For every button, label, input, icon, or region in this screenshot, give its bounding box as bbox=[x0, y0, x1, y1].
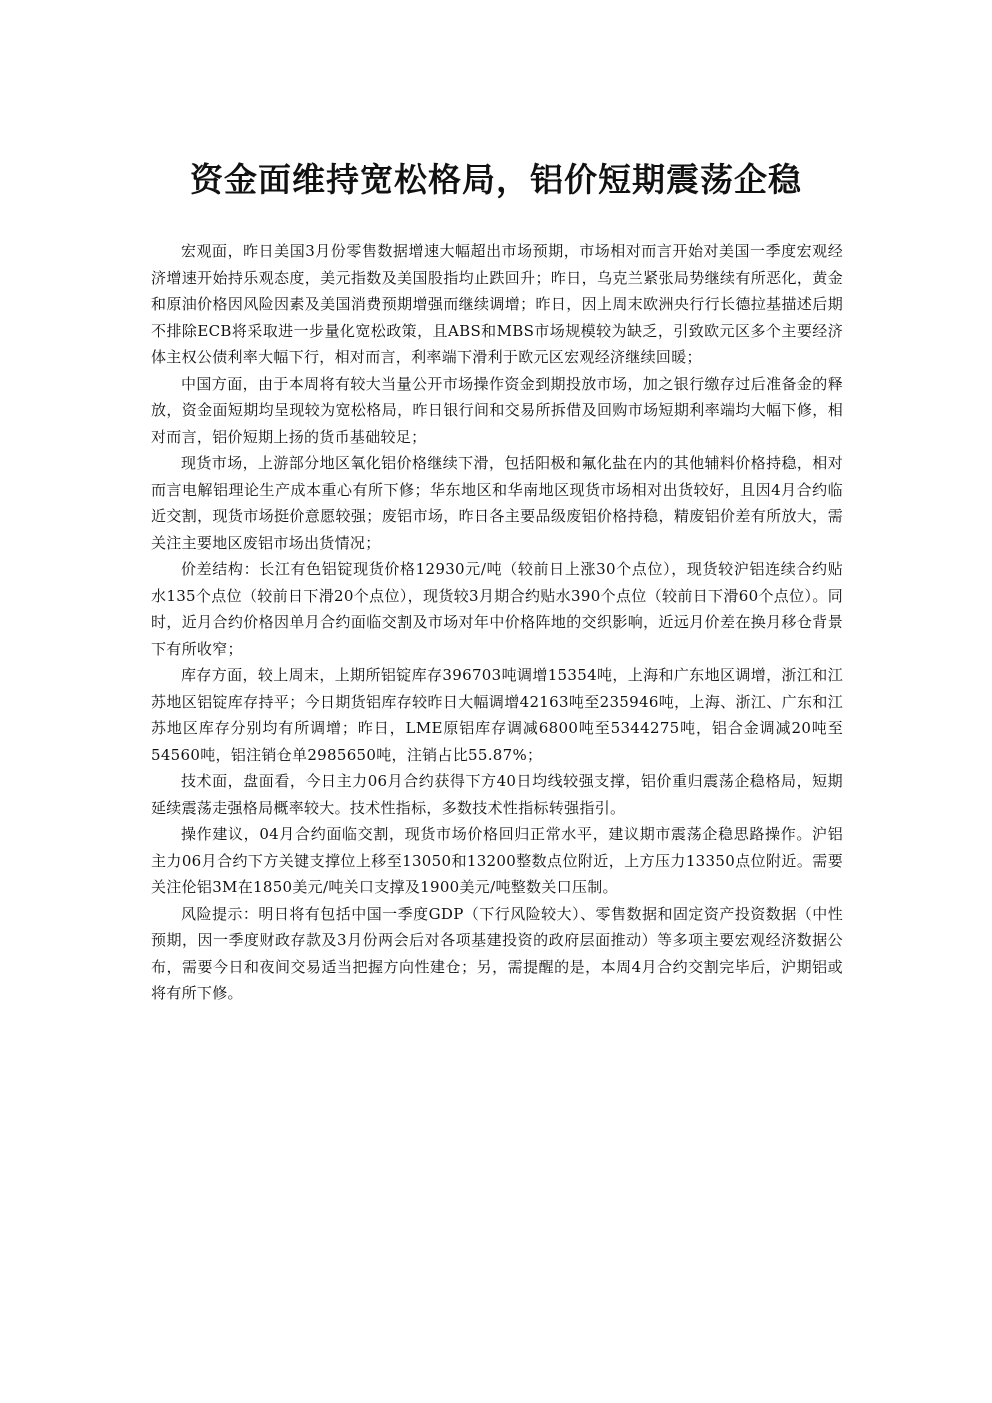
paragraph-macro: 宏观面，昨日美国3月份零售数据增速大幅超出市场预期，市场相对而言开始对美国一季度宏观经济增速开始持乐观态度，美元指数及美国股指均止跌回升；昨日，乌克兰紧张局势继续有所恶化，黄金和原油价格因风险因素及美国消费预期增强而继续调增；昨日，因上周末欧洲央行行长德拉基描述后期不排除ECB将采取进一步量化宽松政策，且ABS和MBS市场规模较为缺乏，引致欧元区多个主要经济体主权公债利率大幅下行，相对而言，利率端下滑利于欧元区宏观经济继续回暖； bbox=[151, 242, 843, 366]
paragraph-technical: 技术面，盘面看，今日主力06月合约获得下方40日均线较强支撑，铝价重归震荡企稳格局，短期延续震荡走强格局概率较大。技术性指标，多数技术性指标转强指引。 bbox=[151, 772, 843, 817]
paragraph-spread-structure: 价差结构：长江有色铝锭现货价格12930元/吨（较前日上涨30个点位），现货较沪铝连续合约贴水135个点位（较前日下滑20个点位），现货较3月期合约贴水390个点位（较前日下滑60个点位）。同时，近月合约价格因单月合约面临交割及市场对年中价格阵地的交织影响，近远月价差在换月移仓背景下有所收窄； bbox=[151, 560, 843, 658]
paragraph-risk-warning: 风险提示：明日将有包括中国一季度GDP（下行风险较大）、零售数据和固定资产投资数据（中性预期，因一季度财政存款及3月份两会后对各项基建投资的政府层面推动）等多项主要宏观经济数据公布，需要今日和夜间交易适当把握方向性建仓；另，需提醒的是，本周4月合约交割完毕后，沪期铝或将有所下修。 bbox=[151, 904, 843, 1002]
paragraph-inventory: 库存方面，较上周末，上期所铝锭库存396703吨调增15354吨，上海和广东地区调增，浙江和江苏地区铝锭库存持平；今日期货铝库存较昨日大幅调增42163吨至235946吨，上海、浙江、广东和江苏地区库存分别均有所调增；昨日，LME原铝库存调减6800吨至5344275吨，铝合金调减20吨至54560吨，铝注销仓单2985650吨，注销占比55.87%； bbox=[151, 666, 843, 764]
document-title: 资金面维持宽松格局，铝价短期震荡企稳 bbox=[190, 160, 802, 199]
document-body bbox=[151, 238, 843, 1007]
paragraph-china: 中国方面，由于本周将有较大当量公开市场操作资金到期投放市场，加之银行缴存过后准备金的释放，资金面短期均呈现较为宽松格局，昨日银行间和交易所拆借及回购市场短期利率端均大幅下修，相对而言，铝价短期上扬的货币基础较足； bbox=[151, 374, 843, 446]
paragraph-trading-advice: 操作建议，04月合约面临交割，现货市场价格回归正常水平，建议期市震荡企稳思路操作。沪铝主力06月合约下方关键支撑位上移至13050和13200整数点位附近，上方压力13350点位附近。需要关注伦铝3M在1850美元/吨关口支撑及1900美元/吨整数关口压制。 bbox=[151, 825, 843, 896]
paragraph-spot-market: 现货市场，上游部分地区氧化铝价格继续下滑，包括阳极和氟化盐在内的其他辅料价格持稳，相对而言电解铝理论生产成本重心有所下修；华东地区和华南地区现货市场相对出货较好，且因4月合约临近交割，现货市场挺价意愿较强；废铝市场，昨日各主要品级废铝价格持稳，精废铝价差有所放大，需关注主要地区废铝市场出货情况； bbox=[151, 454, 843, 552]
